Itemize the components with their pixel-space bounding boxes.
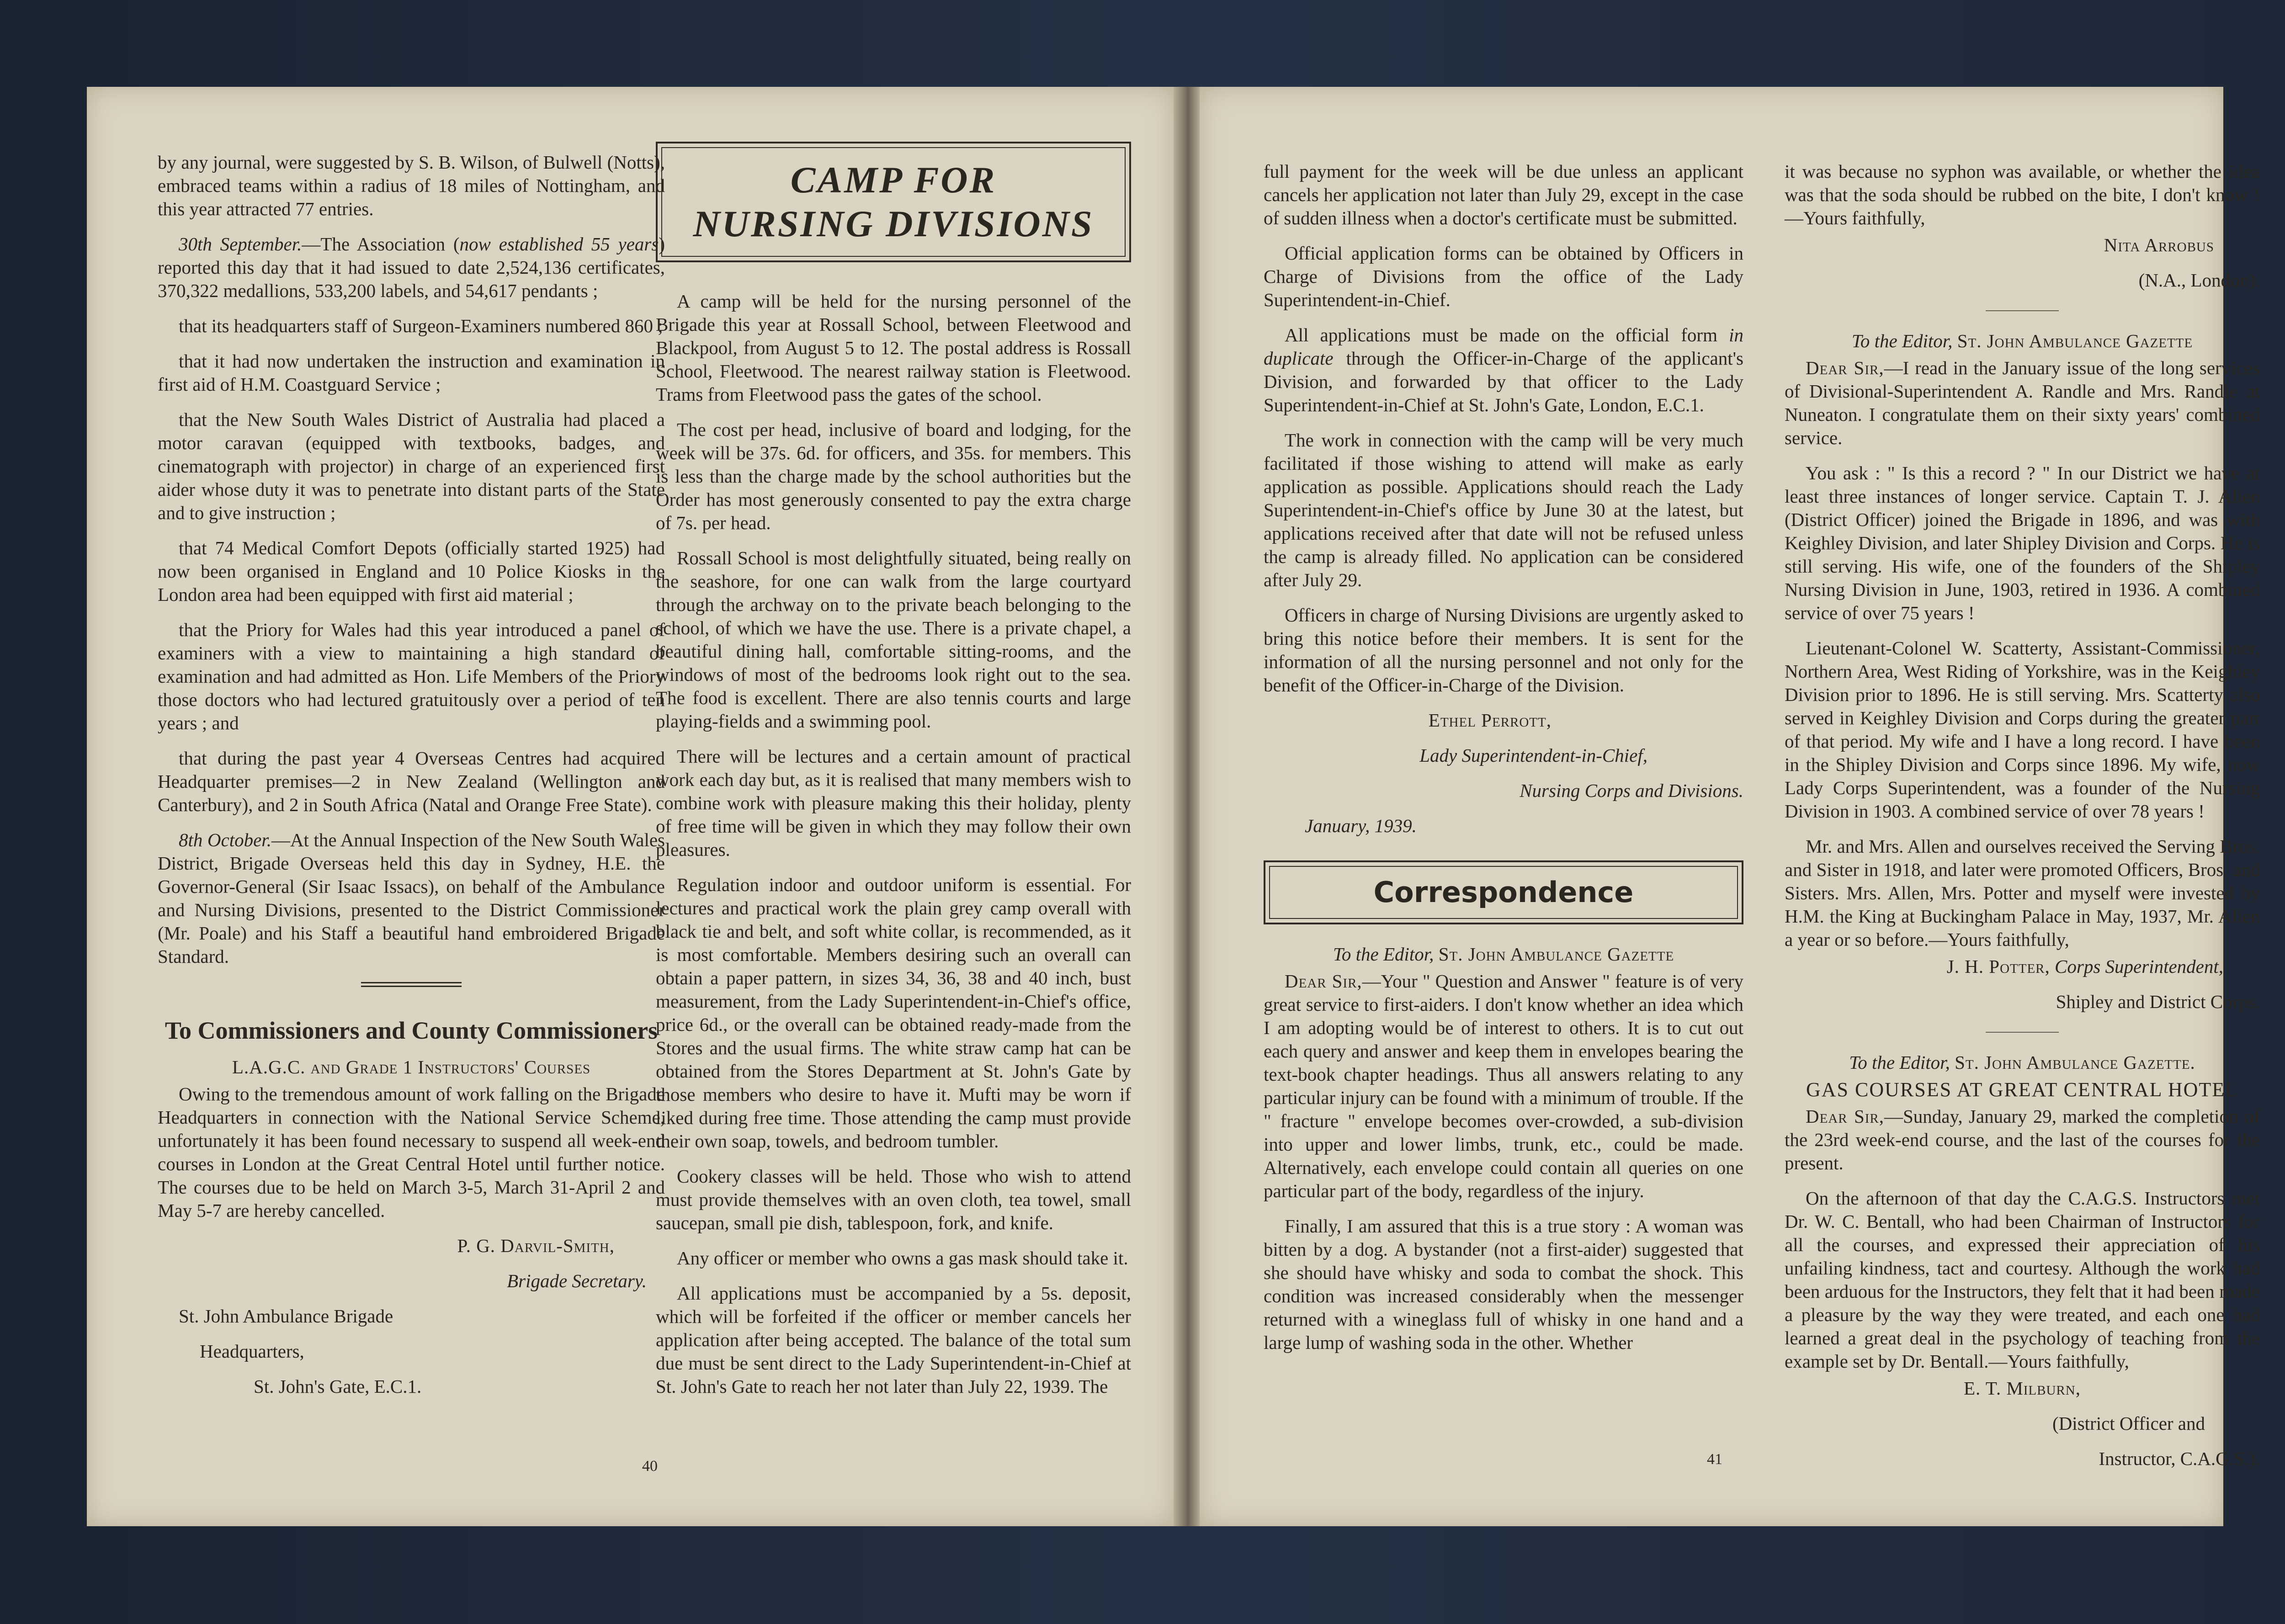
right-page xyxy=(1200,87,2260,1526)
text: St. John Ambulance Gazette xyxy=(1957,330,2193,351)
paragraph: Regulation indoor and outdoor uniform is essential. For lectures and practical work the plain grey camp overall with black tie and belt, and soft white collar, is recommended, as it is most comfortable. Members desiring such an overall can obtain a paper pattern, in sizes 34, 36, 38 and 40 inch, bust measurement, from the Lady Superintendent-in-Chief's office, price 6d., or the overall can be obtained ready-made from the Stores and the usual firms. The white straw camp hat can be obtained from the Stores Department at St. John's Gate by those members who desire to have it. Mufti may be worn if liked during free time. Those attending the camp must provide their own soap, towels, and bedroom tumbler. xyxy=(656,874,1131,1152)
paragraph: that it had now undertaken the instruction and examination in first aid of H.M. Coastguard Service ; xyxy=(158,350,665,395)
text: To the Editor, xyxy=(1333,944,1434,965)
text: To the Editor, xyxy=(1849,1052,1950,1073)
letter-heading: GAS COURSES AT GREAT CENTRAL HOTEL xyxy=(1806,1078,2239,1101)
text: St. John Ambulance Gazette. xyxy=(1955,1052,2195,1073)
paragraph xyxy=(1785,356,2260,450)
paragraph: that the Priory for Wales had this year introduced a panel of examiners with a view to maintaining a high standard of examination and had admitted as Hon. Life Members of the Priory those doctors who had lectured gratuitously over a period of ten years ; and xyxy=(158,619,665,733)
signature-name: E. T. Milburn, xyxy=(1964,1378,2081,1399)
paragraph: that its headquarters staff of Surgeon-Examiners numbered 860 ; xyxy=(179,315,663,336)
correspondence-title-box xyxy=(1264,860,1743,924)
date-label: 8th October. xyxy=(179,829,271,850)
paragraph: You ask : " Is this a record ? " In our District we have at least three instances of longer service. Captain T. J. Allen (District Officer) joined the Brigade in 1896, and was with Keighley Division, and later Shipley Division and Corps. He is still serving. His wife, one of the founders of the Shipley Nursing Division in June, 1903, retired in 1936. A combined service of over 75 years ! xyxy=(1785,462,2260,623)
text: St. John Ambulance Gazette xyxy=(1438,944,1674,965)
salutation: Dear Sir, xyxy=(1285,971,1362,992)
paragraph: Officers in charge of Nursing Divisions are urgently asked to bring this notice before their members. It is sent for the information of all the nursing personnel and not only for the benefit of the Officer-in-Charge of the Division. xyxy=(1264,605,1743,695)
right-column-1 xyxy=(1264,160,1743,1366)
paragraph xyxy=(158,233,665,303)
text: All applications must be made on the official form xyxy=(1285,324,1729,345)
paragraph: There will be lectures and a certain amount of practical work each day but, as it is realised that many members wish to combine work with pleasure making this their holiday, plenty of free time will be given in which they may follow their own pleasures. xyxy=(656,746,1131,860)
letter-addressee xyxy=(1785,329,2260,353)
left-column xyxy=(158,151,665,1410)
signature-date: January, 1939. xyxy=(1305,815,1417,836)
divider xyxy=(361,982,462,987)
paragraph xyxy=(1264,324,1743,417)
left-page xyxy=(87,87,1174,1526)
paragraph: On the afternoon of that day the C.A.G.S. Instructors met Dr. W. C. Bentall, who had been Chairman of Instructors for all the courses, and expressed their appreciation of his unfailing kindness, tact and courtesy. Although the work had been arduous for the Instructors, they felt that it had been made a pleasure by the way they were treated, and each one had learned a great deal in the psychology of teaching from the example set by Dr. Bentall.—Yours faithfully, xyxy=(1785,1188,2260,1372)
letter-addressee xyxy=(1785,1051,2260,1074)
signature-title: Nursing Corps and Divisions. xyxy=(1520,780,1743,801)
paragraph: Cookery classes will be held. Those who wish to attend must provide themselves with an oven cloth, tea towel, small saucepan, small pie dish, tablespoon, fork, and knife. xyxy=(656,1166,1131,1233)
text: —The Association ( xyxy=(302,234,460,255)
signature-name: Nita Arrobus xyxy=(2104,234,2214,255)
paragraph: The cost per head, inclusive of board and lodging, for the week will be 37s. 6d. for officers, and 35s. for members. This is less than the charge made by the school authorities but the Order has most generously consented to pay the extra charge of 7s. per head. xyxy=(656,419,1131,533)
page-number: 40 xyxy=(642,1458,658,1475)
text: ) reported this day that it had issued to date 2,524,136 certificates, 370,322 medallions, 533,200 labels, and 54,617 pendants ; xyxy=(158,234,665,301)
address-line: St. John's Gate, E.C.1. xyxy=(254,1376,422,1397)
text: To the Editor, xyxy=(1851,330,1953,351)
signature-name xyxy=(1785,955,2223,978)
paragraph: Any officer or member who owns a gas mask should take it. xyxy=(677,1247,1128,1268)
text: —Your " Question and Answer " feature is of very great service to first-aiders. I don't know whether an idea which I am adopting would be of interest to others. It is to cut out each query and answer and keep them in envelopes bearing the text-book chapter headings. Thus all answers relating to any particular injury can be found with a minimum of trouble. If the " fracture " envelope becomes over-crowded, a sub-division into upper and lower limbs, trunk, etc., could be made. Alternatively, each envelope could contain all queries on one particular part of the body, regardless of the injury. xyxy=(1264,971,1743,1201)
paragraph: that 74 Medical Comfort Depots (officially started 1925) had now been organised in England and 10 Police Kiosks in the London area had been equipped with first aid material ; xyxy=(158,537,665,605)
paragraph xyxy=(1264,970,1743,1203)
paragraph: that the New South Wales District of Australia had placed a motor caravan (equipped with textbooks, badges, and cinematograph with projector) in charge of an experienced first aider whose duty it was to penetrate into distant parts of the State and to give instruction ; xyxy=(158,409,665,523)
article-title-line2: NURSING DIVISIONS xyxy=(693,203,1094,244)
paragraph: A camp will be held for the nursing personnel of the Brigade this year at Rossall School, between Fleetwood and Blackpool, from August 5 to 12. The postal address is Rossall School, Fleetwood. The nearest railway station is Fleetwood. Trams from Fleetwood pass the gates of the school. xyxy=(656,291,1131,405)
correspondence-title-inner xyxy=(1269,866,1738,919)
paragraph xyxy=(1785,1105,2260,1175)
salutation: Dear Sir, xyxy=(1806,357,1884,378)
paragraph: The work in connection with the camp will be very much facilitated if those wishing to attend will make as early application as possible. Applications should reach the Lady Superintendent-in-Chief's office by June 30 at the latest, but applications received after that date will not be refused unless the camp is already filled. No application can be considered after July 29. xyxy=(1264,430,1743,590)
page-number: 41 xyxy=(1707,1451,1722,1468)
signature-name xyxy=(158,1234,615,1258)
text: Corps Superintendent, xyxy=(2055,956,2223,977)
section-heading: To Commissioners and County Commissioners xyxy=(165,1017,658,1044)
paragraph: Official application forms can be obtained by Officers in Charge of Divisions from the office of the Lady Superintendent-in-Chief. xyxy=(1264,243,1743,310)
paragraph: Lieutenant-Colonel W. Scatterty, Assistant-Commissioner, Northern Area, West Riding of Yorkshire, was in the Keighley Division prior to 1896. He is still serving. Mrs. Scatterty also served in Keighley Division and Corps during the greater part of that period. My wife and I have a long record. I have been in the Shipley Division and Corps since 1896. My wife, now Lady Corps Superintendent, was a founder of the Nursing Division in 1903. A combined service of over 78 years ! xyxy=(1785,637,2260,822)
divider xyxy=(1986,310,2059,311)
date-label: 30th September. xyxy=(179,234,302,255)
article-title-line1: CAMP FOR xyxy=(790,159,997,201)
signature-name: Ethel Perrott, xyxy=(1428,710,1552,731)
paragraph xyxy=(158,828,665,968)
signature-title: Brigade Secretary. xyxy=(507,1270,647,1291)
signature-title: Lady Superintendent-in-Chief, xyxy=(1419,745,1647,766)
divider xyxy=(1986,1032,2059,1033)
section-subheading: L.A.G.C. and Grade 1 Instructors' Courses xyxy=(232,1056,591,1077)
paragraph: Rossall School is most delightfully situated, being really on the seashore, for one can walk from the large courtyard through the archway on to the private beach belonging to the school, of which we have the use. There is a private chapel, a beautiful dining hall, comfortable sitting-rooms, and the windows of most of the bedrooms look right out to the sea. The food is excellent. There are also tennis courts and large playing-fields and a swimming pool. xyxy=(656,547,1131,732)
signature-place: (N.A., London). xyxy=(2138,270,2260,291)
text: —I read in the January issue of the long services of Divisional-Superintendent A. Randle and Mrs. Randle at Nuneaton. I congratulate them on their sixty years' combined service. xyxy=(1785,357,2260,448)
text: —Sunday, January 29, marked the completion of the 23rd week-end course, and the last of the courses for the present. xyxy=(1785,1106,2260,1173)
paragraph: All applications must be accompanied by a 5s. deposit, which will be forfeited if the officer or member cancels her application after being accepted. The balance of the total sum due must be sent direct to the Lady Superintendent-in-Chief at St. John's Gate to reach her not later than July 22, 1939. The xyxy=(656,1283,1131,1397)
letter-addressee xyxy=(1264,943,1743,966)
signature-title: (District Officer and xyxy=(2052,1413,2205,1434)
text: now established 55 years xyxy=(459,234,659,255)
signature-title: Instructor, C.A.G.S.). xyxy=(2099,1448,2260,1469)
article-title-box xyxy=(656,142,1131,262)
article-title-inner xyxy=(661,147,1126,257)
gutter xyxy=(1174,87,1200,1526)
text: through the Officer-in-Charge of the applicant's Division, and forwarded by that officer to the Lady Superintendent-in-Chief at St. John's Gate, London, E.C.1. xyxy=(1264,348,1743,415)
address-line: St. John Ambulance Brigade xyxy=(179,1306,393,1327)
salutation: Dear Sir, xyxy=(1806,1106,1884,1127)
paragraph: it was because no syphon was available, or whether the idea was that the soda should be rubbed on the bite, I don't know !—Yours faithfully, xyxy=(1785,161,2260,228)
paragraph: Owing to the tremendous amount of work falling on the Brigade Headquarters in connection with the National Service Scheme, unfortunately it has been found necessary to suspend all week-end courses in London at the Great Central Hotel until further notice. The courses due to be held on March 3-5, March 31-April 2 and May 5-7 are hereby cancelled. xyxy=(158,1083,665,1221)
text: in duplicate xyxy=(1264,324,1743,369)
address-line: Headquarters, xyxy=(200,1341,304,1362)
paragraph: Finally, I am assured that this is a true story : A woman was bitten by a dog. A bystander (not a first-aider) suggested that she should have whisky and soda to combat the shock. This condition was increased considerably when the messenger returned with a wineglass full of whisky in one hand and a large lump of washing soda in the other. Whether xyxy=(1264,1215,1743,1353)
right-column-2 xyxy=(1785,160,2260,1482)
paragraph: by any journal, were suggested by S. B. Wilson, of Bulwell (Notts), embraced teams within a radius of 18 miles of Nottingham, and this year attracted 77 entries. xyxy=(158,152,665,219)
text: —At the Annual Inspection of the New South Wales District, Brigade Overseas held this day in Sydney, H.E. the Governor-General (Sir Isaac Issacs), on behalf of the Ambulance and Nursing Divisions, presented to the District Commissioner (Mr. Poale) and his Staff a beautiful hand embroidered Brigade Standard. xyxy=(158,829,665,967)
correspondence-title: Correspondence xyxy=(1373,876,1634,909)
text: P. G. Darvil-Smith, xyxy=(457,1235,615,1256)
signature-place: Shipley and District Corps. xyxy=(2056,991,2260,1012)
paragraph: that during the past year 4 Overseas Centres had acquired Headquarter premises—2 in New Zealand (Wellington and Canterbury), and 2 in South Africa (Natal and Orange Free State). xyxy=(158,748,665,815)
text: J. H. Potter, xyxy=(1946,956,2050,977)
paragraph: full payment for the week will be due unless an applicant cancels her application not later than July 29, except in the case of sudden illness when a doctor's certificate must be submitted. xyxy=(1264,161,1743,228)
paragraph: Mr. and Mrs. Allen and ourselves received the Serving Bros. and Sister in 1918, and later were promoted Officers, Bros. and Sisters. Mrs. Allen, Mrs. Potter and myself were invested by H.M. the King at Buckingham Palace in May, 1937, Mr. Allen a year or so before.—Yours faithfully, xyxy=(1785,836,2260,950)
camp-column xyxy=(656,142,1131,1410)
